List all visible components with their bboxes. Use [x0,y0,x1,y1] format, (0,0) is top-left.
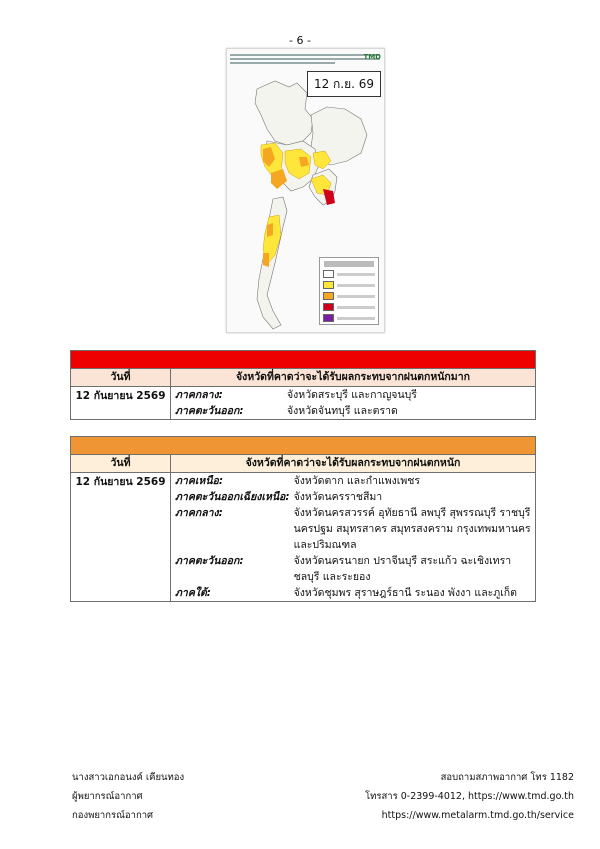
tmd-logo-icon: TMD [363,53,381,61]
province-line: จังหวัดนครสวรรค์ อุทัยธานี ลพบุรี สุพรรณบุรี ราชบุรี [293,507,531,519]
rain-area-ranong [267,223,273,237]
header-provinces: จังหวัดที่คาดว่าจะได้รับผลกระทบจากฝนตกหนักมาก [171,369,536,387]
province-line: จังหวัดตาก และกำแพงเพชร [293,475,421,487]
region-label: ภาคตะวันออก: [175,405,244,417]
page-number: - 6 - [289,34,311,47]
contact-fax-website[interactable]: โทรสาร 0-2399-4012, https://www.tmd.go.th [365,791,574,802]
contact-service-link[interactable]: https://www.metalarm.tmd.go.th/service [381,810,574,821]
province-list: จังหวัดสระบุรี และกาญจนบุรี [287,389,417,401]
province-line: จังหวัดชุมพร สุราษฎร์ธานี ระนอง พังงา และภูเก็ต [293,587,517,599]
region-label: ภาคกลาง: [175,507,223,519]
table-row [171,585,535,601]
region-label: ภาคกลาง: [175,389,223,401]
map-legend [319,257,379,325]
author-title: ผู้พยากรณ์อากาศ [72,791,143,802]
very-heavy-rain-table [70,350,536,420]
heavy-rain-table [70,436,536,602]
legend-swatch [323,292,334,300]
rainfall-forecast-map [226,48,385,333]
header-provinces: จังหวัดที่คาดว่าจะได้รับผลกระทบจากฝนตกหนัก [171,455,536,473]
rain-area-phang-nga [263,253,269,267]
north-region [255,81,313,145]
header-date: วันที่ [71,455,171,473]
forecast-date: 12 กันยายน 2569 [71,473,171,602]
author-name: นางสาวเอกอนงค์ เคียนทอง [72,772,185,783]
contact-phone: สอบถามสภาพอากาศ โทร 1182 [440,772,574,783]
region-label: ภาคตะวันออก: [175,555,244,567]
author-division: กองพยากรณ์อากาศ [72,810,154,821]
province-line: นครปฐม สมุทรสาคร สมุทรสงคราม กรุงเทพมหานคร [293,523,531,535]
header-date: วันที่ [71,369,171,387]
province-line: และปริมณฑล [293,539,357,551]
table-row [171,553,535,585]
table-row [171,489,535,505]
province-list: จังหวัดจันทบุรี และตราด [287,405,398,417]
legend-swatch [323,281,334,289]
table-row [171,505,535,553]
forecast-date: 12 กันยายน 2569 [71,387,171,420]
province-line: จังหวัดนครนายก ปราจีนบุรี สระแก้ว ฉะเชิงเทรา [293,555,512,567]
very-heavy-rain-color-bar [71,351,536,369]
table-row [171,403,535,419]
legend-swatch [323,303,334,311]
region-label: ภาคเหนือ: [175,475,224,487]
legend-swatch [323,314,334,322]
footer-author [72,768,184,825]
region-label: ภาคตะวันออกเฉียงเหนือ: [175,491,290,503]
province-line: ชลบุรี และระยอง [293,571,371,583]
table-row [171,387,535,403]
heavy-rain-color-bar [71,437,536,455]
table-row [171,473,535,489]
region-label: ภาคใต้: [175,587,211,599]
map-date-label: 12 ก.ย. 69 [307,71,381,97]
footer-contact [365,768,574,825]
legend-swatch [323,270,334,278]
province-line: จังหวัดนครราชสีมา [293,491,383,503]
